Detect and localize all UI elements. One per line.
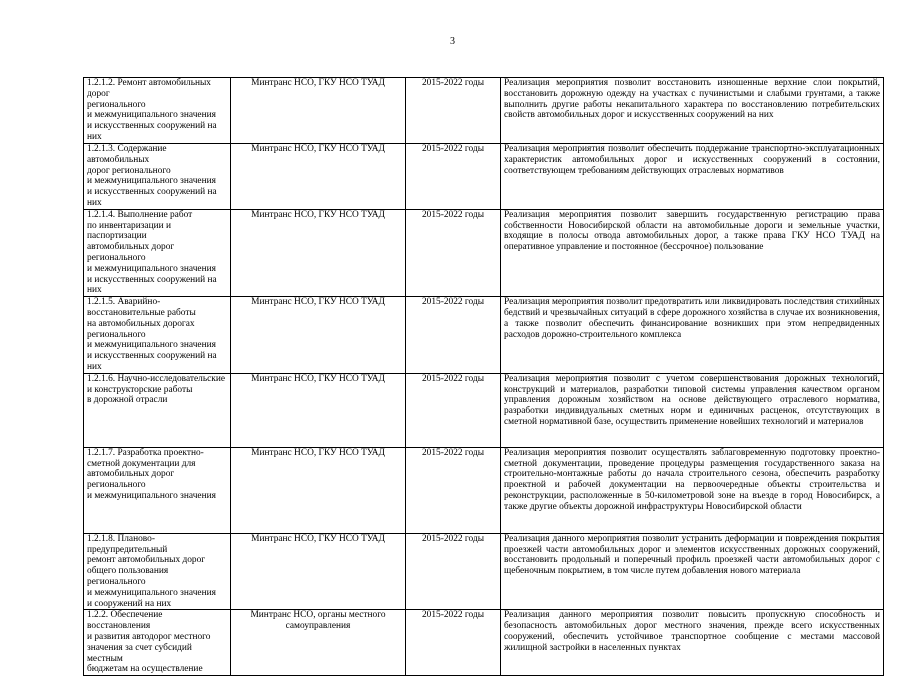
measure-executor: Минтранс НСО, ГКУ НСО ТУАД: [231, 209, 406, 296]
table-row: [84, 533, 884, 610]
measure-executor: Минтранс НСО, ГКУ НСО ТУАД: [231, 297, 406, 374]
measure-executor: Минтранс НСО, ГКУ НСО ТУАД: [231, 447, 406, 533]
measure-name: 1.2.1.4. Выполнение работ по инвентаризации и паспортизации автомобильных дорог регионального и межмуниципального значения и искусственных сооружений на них: [84, 209, 231, 296]
measure-name: 1.2.1.3. Содержание автомобильных дорог регионального и межмуниципального значения и искусственных сооружений на них: [84, 144, 231, 210]
measure-result: Реализация данного мероприятия позволит устранить деформации и повреждения покрытия проезжей части автомобильных дорог и элементов искусственных дорожных сооружений, восстановить продольный и поперечный профиль проезжей части автомобильных дорог с щебеночным покрытием, в том числе путем добавления нового материала: [501, 533, 884, 610]
measure-result: Реализация мероприятия позволит предотвратить или ликвидировать последствия стихийных бедствий и чрезвычайных ситуаций в сфере дорожного хозяйства в случае их возникновения, а также позволит обеспечить финансирование возникших при этом непредвиденных расходов дорожно-строительного комплекса: [501, 297, 884, 374]
measure-result: Реализация данного мероприятия позволит повысить пропускную способность и безопасность автомобильных дорог местного значения, прежде всего искусственных сооружений, обеспечить устойчивое транспортное сообщение с местами массовой жилищной застройки в населенных пунктах: [501, 610, 884, 676]
table-row: [84, 373, 884, 447]
measure-period: 2015-2022 годы: [406, 533, 501, 610]
measure-period: 2015-2022 годы: [406, 447, 501, 533]
measure-executor: Минтранс НСО, органы местного самоуправления: [231, 610, 406, 676]
measure-period: 2015-2022 годы: [406, 373, 501, 447]
measure-period: 2015-2022 годы: [406, 78, 501, 144]
measure-result: Реализация мероприятия позволит завершить государственную регистрацию права собственности Новосибирской области на автомобильные дороги и земельные участки, входящие в полосы отвода автомобильных дорог, а также права ГКУ НСО ТУАД на оперативное управление и постоянное (бессрочное) пользование: [501, 209, 884, 296]
measure-name: 1.2.1.6. Научно-исследовательские и конструкторские работы в дорожной отрасли: [84, 373, 231, 447]
measure-period: 2015-2022 годы: [406, 144, 501, 210]
measure-result: Реализация мероприятия позволит с учетом совершенствования дорожных технологий, конструкций и материалов, разработки типовой системы управления качеством органом управления дорожным хозяйством на основе действующего отраслевого норматива, разработки индивидуальных сметных норм и единичных расценок, отсутствующих в сметной нормативной базе, осуществить применение новейших технологий и материалов: [501, 373, 884, 447]
measure-period: 2015-2022 годы: [406, 297, 501, 374]
table-row: [84, 144, 884, 210]
measure-executor: Минтранс НСО, ГКУ НСО ТУАД: [231, 533, 406, 610]
measure-name: 1.2.1.8. Планово-предупредительный ремонт автомобильных дорог общего пользования регионального и межмуниципального значения и сооружений на них: [84, 533, 231, 610]
measure-executor: Минтранс НСО, ГКУ НСО ТУАД: [231, 373, 406, 447]
measure-period: 2015-2022 годы: [406, 610, 501, 676]
table-row: [84, 610, 884, 676]
measure-name: 1.2.2. Обеспечение восстановления и развития автодорог местного значения за счет субсидий местным бюджетам на осуществление: [84, 610, 231, 676]
measure-result: Реализация мероприятия позволит восстановить изношенные верхние слои покрытий, восстановить дорожную одежду на участках с пучинистыми и слабыми грунтами, а также выполнить другие работы некапитального характера по восстановлению потребительских свойств автомобильных дорог и искусственных сооружений на них: [501, 78, 884, 144]
measure-period: 2015-2022 годы: [406, 209, 501, 296]
table-row: [84, 447, 884, 533]
measure-name: 1.2.1.2. Ремонт автомобильных дорог регионального и межмуниципального значения и искусственных сооружений на них: [84, 78, 231, 144]
program-measures-table: [83, 77, 884, 676]
table-row: [84, 78, 884, 144]
measure-name: 1.2.1.7. Разработка проектно- сметной документации для автомобильных дорог регионального и межмуниципального значения: [84, 447, 231, 533]
table-row: [84, 209, 884, 296]
measure-result: Реализация мероприятия позволит обеспечить поддержание транспортно-эксплуатационных характеристик автомобильных дорог и искусственных сооружений в состоянии, соответствующем требованиям действующих отраслевых нормативов: [501, 144, 884, 210]
page-number: 3: [450, 36, 455, 47]
measure-executor: Минтранс НСО, ГКУ НСО ТУАД: [231, 78, 406, 144]
table-row: [84, 297, 884, 374]
measure-name: 1.2.1.5. Аварийно- восстановительные работы на автомобильных дорогах регионального и межмуниципального значения и искусственных сооружений на них: [84, 297, 231, 374]
measure-result: Реализация мероприятия позволит осуществлять заблаговременную подготовку проектно-сметной документации, проведение процедуры размещения государственного заказа на строительно-монтажные работы до начала строительного сезона, обеспечить разработку проектной и рабочей документации на первоочередные объекты строительства и реконструкции, расположенные в 50-километровой зоне на въезде в город Новосибирск, а также другие объекты дорожной инфраструктуры Новосибирской области: [501, 447, 884, 533]
measure-executor: Минтранс НСО, ГКУ НСО ТУАД: [231, 144, 406, 210]
